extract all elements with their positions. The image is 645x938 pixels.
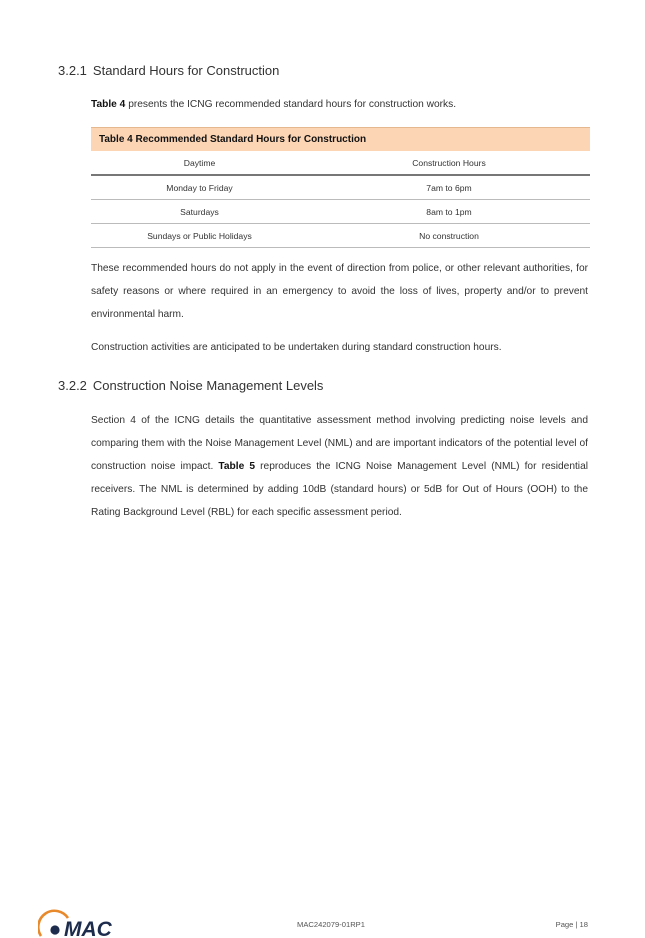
section-heading-3-2-1	[58, 63, 279, 78]
table-reference: Table 5	[218, 461, 256, 472]
section-title: Construction Noise Management Levels	[92, 378, 324, 393]
table-row	[91, 200, 590, 224]
table-cell-hours: 8am to 1pm	[308, 200, 590, 224]
header-construction-hours: Construction Hours	[308, 151, 590, 175]
table-cell-hours: No construction	[308, 224, 590, 248]
section-heading-3-2-2	[58, 378, 323, 393]
table-caption: Table 4 Recommended Standard Hours for Construction	[91, 127, 590, 151]
nml-paragraph	[91, 409, 588, 524]
nml-text-part1: Section 4 of the ICNG details the quantitative assessment method involving predicting noise levels and comparing them with the Noise Management Level (NML) and are important indicators of the potential level of construction noise impact.	[91, 415, 588, 472]
anticipated-paragraph: Construction activities are anticipated to be undertaken during standard construction hours.	[91, 342, 502, 353]
logo-text: MAC	[64, 918, 112, 938]
table-row	[91, 175, 590, 200]
exceptions-paragraph: These recommended hours do not apply in the event of direction from police, or other relevant authorities, for safety reasons or where required in an emergency to avoid the loss of lives, property and/or to prevent environmental harm.	[91, 263, 588, 320]
nml-text-part2: reproduces the ICNG Noise Management Level (NML) for residential receivers. The NML is determined by adding 10dB (standard hours) or 5dB for Out of Hours (OOH) to the Rating Background Level (RBL) for each specific assessment period.	[91, 461, 589, 518]
table-cell-day: Sundays or Public Holidays	[91, 224, 308, 248]
table-header-row	[91, 151, 590, 175]
table-cell-day: Monday to Friday	[91, 175, 308, 200]
header-daytime: Daytime	[91, 151, 308, 175]
page-number: Page | 18	[555, 920, 588, 929]
section-number: 3.2.2	[58, 378, 87, 393]
intro-text: presents the ICNG recommended standard hours for construction works.	[125, 99, 457, 110]
section-number: 3.2.1	[58, 63, 87, 78]
table-intro-paragraph	[91, 93, 588, 116]
logo-dot-icon	[50, 925, 59, 934]
section-title: Standard Hours for Construction	[92, 63, 280, 78]
table-row	[91, 224, 590, 248]
table-reference: Table 4	[91, 99, 126, 110]
table-cell-day: Saturdays	[91, 200, 308, 224]
table-cell-hours: 7am to 6pm	[308, 175, 590, 200]
standard-hours-table	[91, 127, 590, 248]
document-code: MAC242079-01RP1	[297, 920, 365, 929]
